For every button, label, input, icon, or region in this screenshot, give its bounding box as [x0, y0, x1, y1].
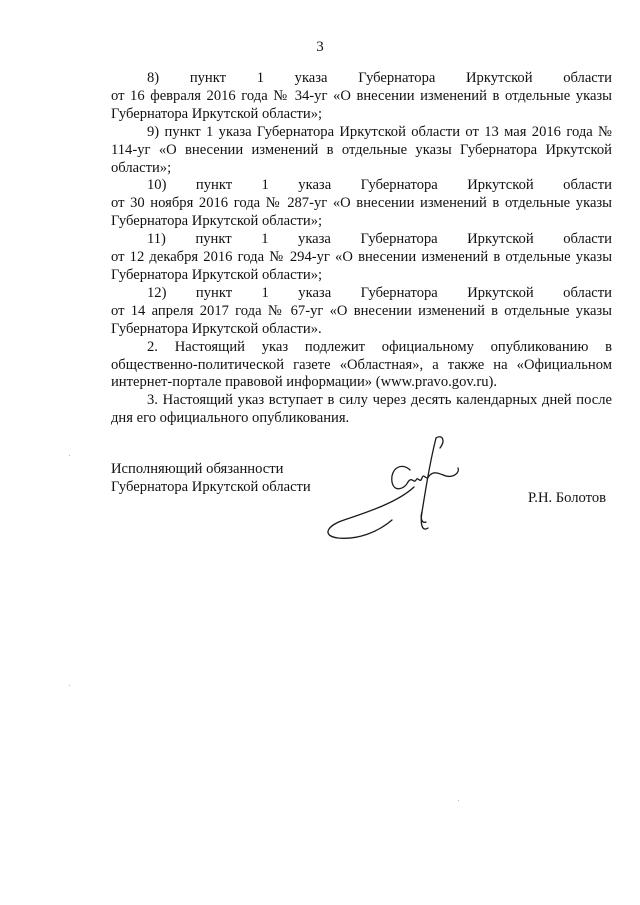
section-2-paragraph: 2. Настоящий указ подлежит официальному опубликованию в общественно-политической газете «Областная», а также на «Официальном интернет-портале правовой информации» (www.pravo.gov.ru). — [111, 338, 612, 391]
list-item-10-word: 1 — [261, 177, 269, 194]
list-item-11-word: 11) — [147, 231, 166, 248]
scan-speck — [458, 800, 459, 801]
section-3-paragraph: 3. Настоящий указ вступает в силу через десять календарных дней после дня его официального опубликования. — [111, 392, 612, 427]
list-item-10-word: области — [563, 177, 612, 194]
scan-speck — [69, 455, 70, 456]
list-item-11-word: Губернатора — [360, 231, 438, 248]
list-item-10-word: пункт — [195, 177, 233, 194]
list-item-8-word: пункт — [189, 70, 227, 86]
list-item-12-word: 1 — [261, 284, 269, 301]
list-item-10-word: Иркутской — [467, 177, 534, 194]
signatory-title — [111, 461, 351, 497]
page-number: 3 — [316, 39, 324, 55]
list-item-11-word: 1 — [261, 231, 269, 248]
signatory-name: Р.Н. Болотов — [528, 490, 607, 506]
list-item-12 — [111, 285, 612, 303]
list-item-12-continuation: от 14 апреля 2017 года № 67-уг «О внесении изменений в отдельные указы Губернатора Иркутской области». — [111, 302, 612, 337]
handwritten-signature — [318, 432, 483, 550]
list-item-10-word: указа — [298, 177, 332, 194]
list-item-10-continuation: от 30 ноября 2016 года № 287-уг «О внесении изменений в отдельные указы Губернатора Иркутской области»; — [111, 195, 612, 230]
list-item-12-word: 12) — [147, 284, 167, 301]
list-item-8-word: Иркутской — [466, 70, 533, 86]
list-item-9: 9) пункт 1 указа Губернатора Иркутской области от 13 мая 2016 года № 114-уг «О внесении изменений в отдельные указы Губернатора Иркутской области»; — [111, 123, 612, 176]
list-item-8-word: 1 — [256, 70, 264, 86]
document-body — [111, 70, 612, 428]
list-item-11 — [111, 231, 612, 249]
list-item-8-word: 8) — [147, 70, 160, 86]
list-item-10-word: 10) — [147, 177, 167, 194]
list-item-11-word: области — [563, 231, 612, 248]
list-item-11-word: Иркутской — [467, 231, 534, 248]
list-item-8-word: Губернатора — [358, 70, 436, 86]
signatory-title-line1: Исполняющий обязанности — [111, 461, 284, 477]
list-item-11-word: указа — [298, 231, 331, 248]
list-item-8-continuation: от 16 февраля 2016 года № 34-уг «О внесении изменений в отдельные указы Губернатора Иркутской области»; — [111, 87, 612, 122]
list-item-10-word: Губернатора — [360, 177, 438, 194]
scan-speck — [69, 685, 70, 686]
list-item-10 — [111, 177, 612, 195]
list-item-12-word: Губернатора — [360, 284, 438, 301]
list-item-11-continuation: от 12 декабря 2016 года № 294-уг «О внесении изменений в отдельные указы Губернатора Иркутской области»; — [111, 249, 612, 283]
list-item-12-word: указа — [298, 284, 332, 301]
list-item-8 — [111, 70, 612, 88]
list-item-12-word: пункт — [195, 284, 233, 301]
list-item-11-word: пункт — [195, 231, 232, 248]
list-item-8-word: указа — [294, 70, 328, 86]
signatory-title-line2: Губернатора Иркутской области — [111, 478, 311, 495]
list-item-8-word: области — [563, 70, 612, 86]
list-item-12-word: Иркутской — [467, 284, 534, 301]
list-item-12-word: области — [563, 284, 612, 301]
